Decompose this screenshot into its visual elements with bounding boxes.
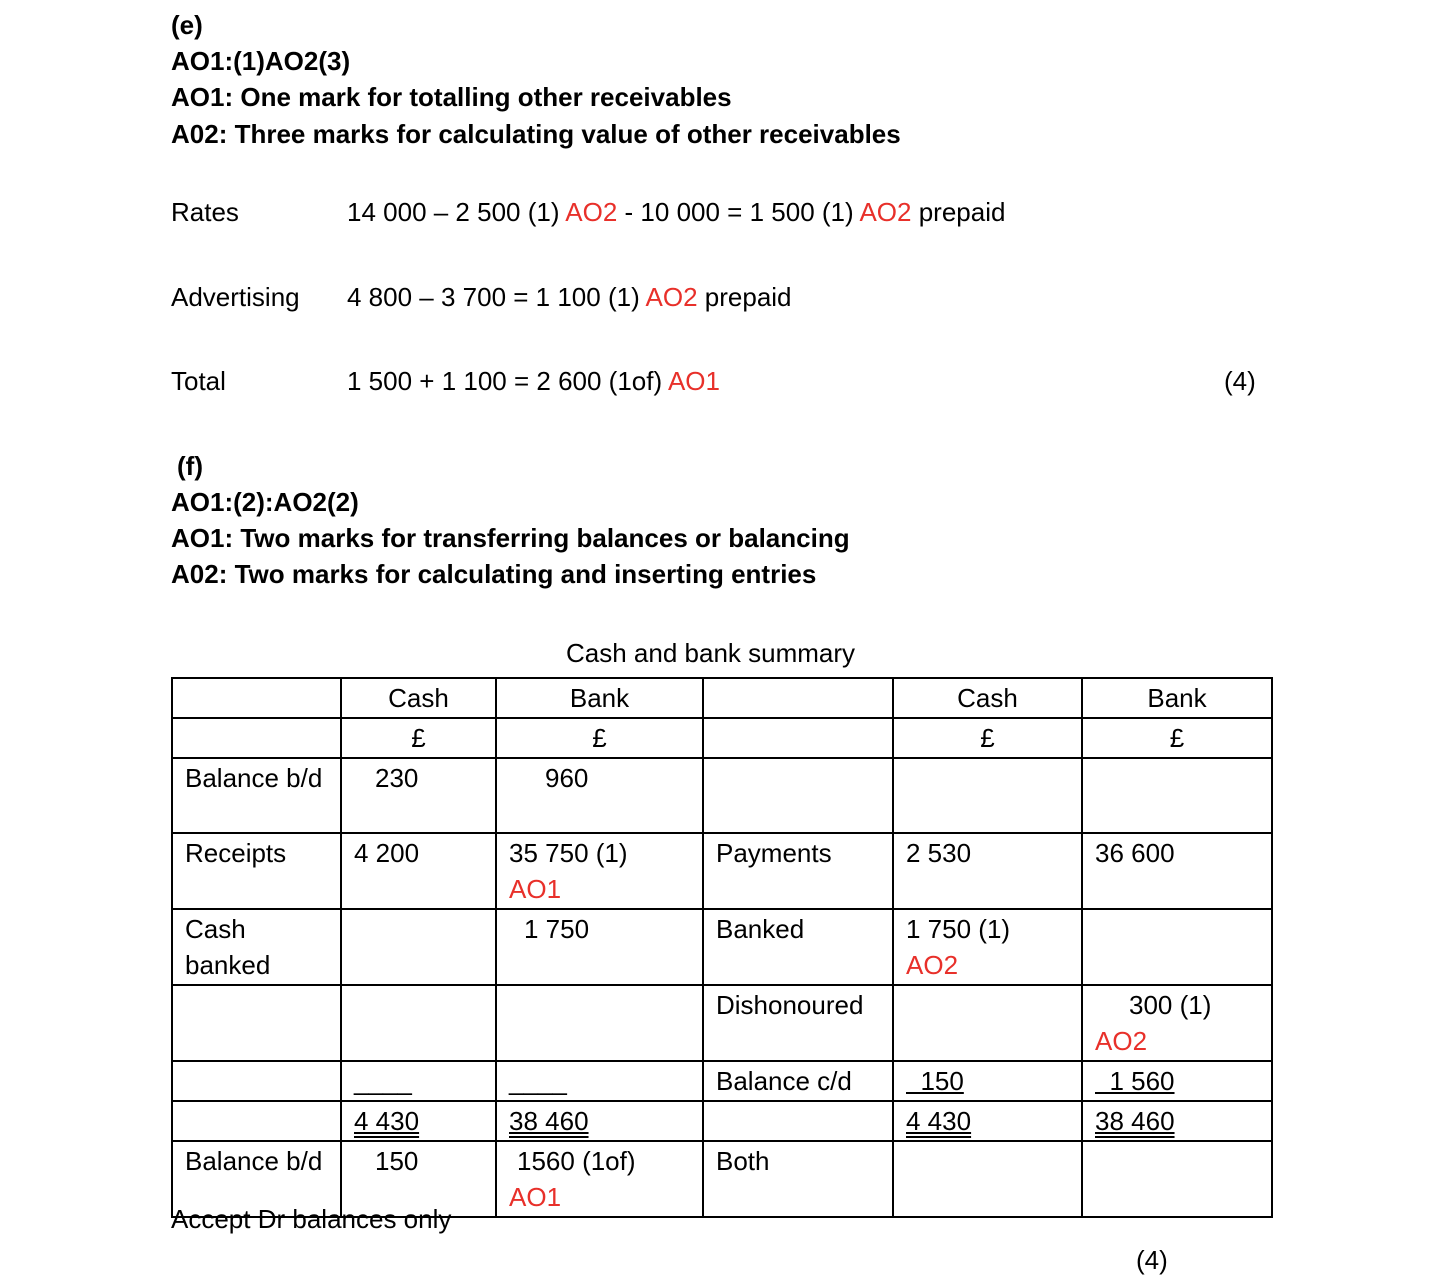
totals-row xyxy=(172,1101,1272,1141)
bank-value: 36 600 xyxy=(1082,833,1272,909)
row-label: Payments xyxy=(703,833,893,909)
advertising-label: Advertising xyxy=(171,282,300,312)
header-cash: Cash xyxy=(893,678,1082,718)
part-e-ao1: AO1: One mark for totalling other receivables xyxy=(171,82,732,112)
cash-value: 230 xyxy=(341,758,496,833)
assessment-mark: AO1 xyxy=(509,1182,562,1212)
currency-symbol: £ xyxy=(496,718,703,758)
header-bank: Bank xyxy=(496,678,703,718)
currency-symbol: £ xyxy=(341,718,496,758)
bank-total: 38 460 xyxy=(1082,1101,1272,1141)
table-row xyxy=(172,833,1272,909)
table-row xyxy=(172,909,1272,985)
row-label: Balance b/d xyxy=(172,1141,341,1217)
table-row xyxy=(172,758,1272,833)
bank-value: 300 (1) AO2 xyxy=(1082,985,1272,1061)
table-row xyxy=(172,1061,1272,1101)
rates-calculation: 14 000 – 2 500 (1) AO2 - 10 000 = 1 500 (1) AO2 prepaid xyxy=(347,197,1006,227)
row-label: Both xyxy=(703,1141,893,1217)
header-cash: Cash xyxy=(341,678,496,718)
cash-bank-summary-table xyxy=(171,677,1273,1218)
cash-value: 2 530 xyxy=(893,833,1082,909)
total-label: Total xyxy=(171,366,226,396)
row-label: Banked xyxy=(703,909,893,985)
assessment-mark: AO2 xyxy=(906,950,959,980)
currency-row xyxy=(172,718,1272,758)
part-f-ao2: A02: Two marks for calculating and inserting entries xyxy=(171,559,817,589)
part-f-label: (f) xyxy=(177,451,203,481)
bank-rule: ____ xyxy=(496,1061,703,1101)
note: Accept Dr balances only xyxy=(171,1204,452,1234)
cash-value: 150 xyxy=(893,1061,1082,1101)
row-label: Cash banked xyxy=(172,909,341,985)
header-row xyxy=(172,678,1272,718)
part-f-total-marks: (4) xyxy=(1136,1245,1168,1275)
currency-symbol: £ xyxy=(1082,718,1272,758)
bank-value: 1560 (1of) AO1 xyxy=(496,1141,703,1217)
bank-value: 35 750 (1) AO1 xyxy=(496,833,703,909)
part-e-marks: AO1:(1)AO2(3) xyxy=(171,46,351,76)
cash-value: 1 750 (1) AO2 xyxy=(893,909,1082,985)
table-title: Cash and bank summary xyxy=(566,638,856,668)
row-label: Balance b/d xyxy=(172,758,341,833)
bank-value: 1 750 xyxy=(496,909,703,985)
row-label: Balance c/d xyxy=(703,1061,893,1101)
table-row xyxy=(172,985,1272,1061)
part-f-marks: AO1:(2):AO2(2) xyxy=(171,487,359,517)
advertising-calculation: 4 800 – 3 700 = 1 100 (1) AO2 prepaid xyxy=(347,282,792,312)
assessment-mark: AO1 xyxy=(509,874,562,904)
part-e-label: (e) xyxy=(171,10,203,40)
part-e-total-marks: (4) xyxy=(1224,366,1256,396)
row-label: Receipts xyxy=(172,833,341,909)
cash-value: 4 200 xyxy=(341,833,496,909)
header-bank: Bank xyxy=(1082,678,1272,718)
cash-rule: ____ xyxy=(341,1061,496,1101)
cash-value: 150 xyxy=(341,1141,496,1217)
total-calculation: 1 500 + 1 100 = 2 600 (1of) AO1 xyxy=(347,366,720,396)
bank-value: 1 560 xyxy=(1082,1061,1272,1101)
cash-total: 4 430 xyxy=(893,1101,1082,1141)
bank-value: 960 xyxy=(496,758,703,833)
assessment-mark: AO2 xyxy=(1095,1026,1148,1056)
part-f-ao1: AO1: Two marks for transferring balances or balancing xyxy=(171,523,850,553)
row-label: Dishonoured xyxy=(703,985,893,1061)
currency-symbol: £ xyxy=(893,718,1082,758)
cash-total: 4 430 xyxy=(341,1101,496,1141)
rates-label: Rates xyxy=(171,197,239,227)
part-e-ao2: A02: Three marks for calculating value of other receivables xyxy=(171,119,901,149)
bank-total: 38 460 xyxy=(496,1101,703,1141)
